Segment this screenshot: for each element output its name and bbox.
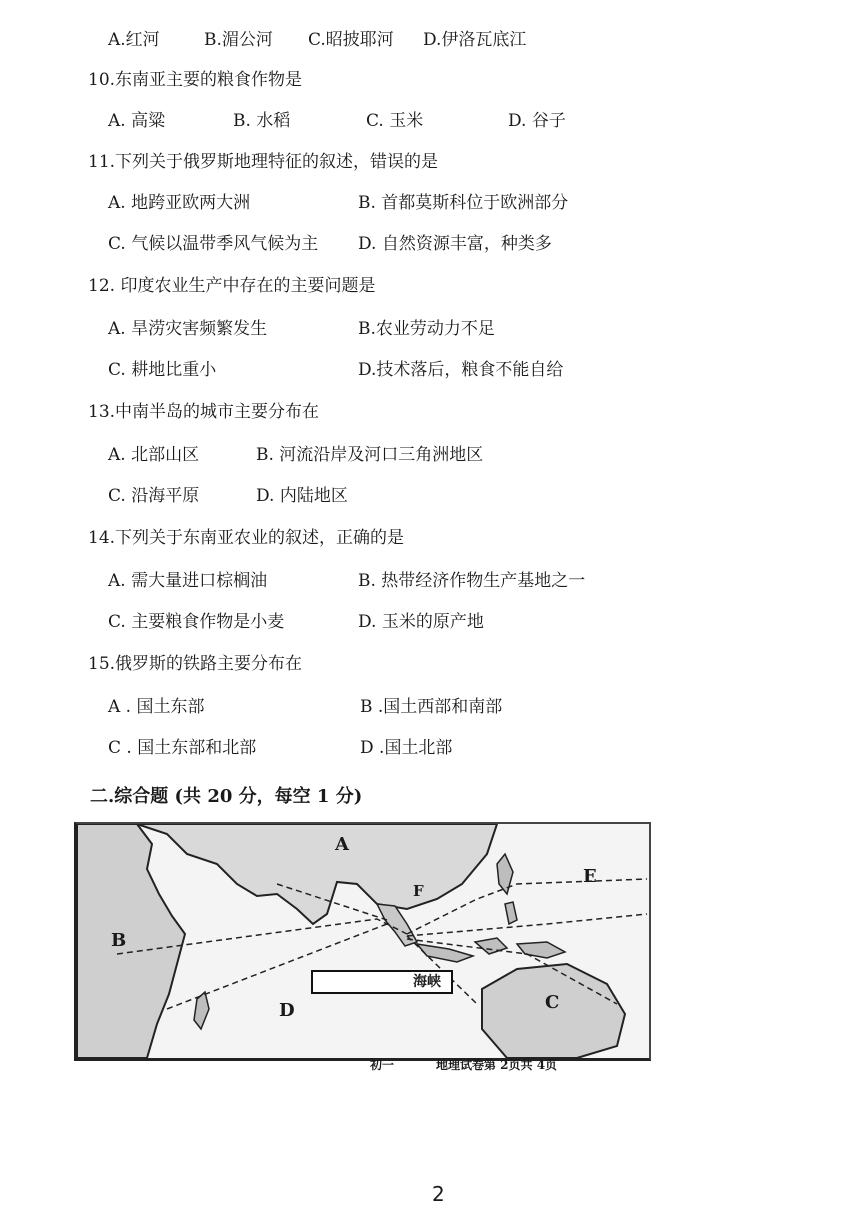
q15-option-d: D .国土北部 [360,738,453,758]
q13-stem: 13.中南半岛的城市主要分布在 [88,402,320,422]
q10-option-c: C. 玉米 [366,111,424,131]
map-label-a: A [335,834,349,855]
footer-page-info: 地理试卷第 2页共 4页 [436,1058,558,1072]
borneo-island [475,938,507,954]
q10-option-a: A. 高粱 [108,111,166,131]
q9-option-d: D.伊洛瓦底江 [423,30,527,50]
q13-option-b: B. 河流沿岸及河口三角洲地区 [256,445,484,465]
q10-option-b: B. 水稻 [233,111,291,131]
q14-stem: 14.下列关于东南亚农业的叙述，正确的是 [88,528,405,548]
q15-option-a: A . 国土东部 [108,697,205,717]
africa-landmass [77,824,185,1058]
southeast-asia-map [74,822,651,1061]
page-number: 2 [432,1182,445,1206]
q15-option-c: C . 国土东部和北部 [108,738,257,758]
q13-option-c: C. 沿海平原 [108,486,200,506]
q11-stem: 11.下列关于俄罗斯地理特征的叙述，错误的是 [88,152,439,172]
q15-stem: 15.俄罗斯的铁路主要分布在 [88,654,303,674]
strait-box-label: 海峡 [413,974,441,990]
q14-option-a: A. 需大量进口棕榈油 [108,571,268,591]
q11-option-a: A. 地跨亚欧两大洲 [108,193,251,213]
japan-islands [497,854,513,894]
q9-option-a: A.红河 [108,30,160,50]
q9-option-b: B.湄公河 [204,30,273,50]
q11-option-c: C. 气候以温带季风气候为主 [108,234,319,254]
q14-option-b: B. 热带经济作物生产基地之一 [358,571,586,591]
q12-option-c: C. 耕地比重小 [108,360,217,380]
eurasia-landmass [137,824,497,924]
q13-option-a: A. 北部山区 [108,445,200,465]
philippine-islands [505,902,517,924]
section-2-title: 二.综合题 (共 20 分，每空 1 分) [90,786,363,807]
q15-option-b: B .国土西部和南部 [360,697,503,717]
new-guinea-island [517,942,565,958]
map-label-c: C [545,992,560,1013]
map-drawing [77,824,649,1058]
q12-stem: 12. 印度农业生产中存在的主要问题是 [88,276,376,296]
q9-option-c: C.昭披耶河 [308,30,394,50]
q10-stem: 10.东南亚主要的粮食作物是 [88,70,303,90]
q12-option-b: B.农业劳动力不足 [358,319,495,339]
strait-answer-box [311,970,453,994]
q13-option-d: D. 内陆地区 [256,486,348,506]
map-label-b: B [111,930,127,951]
footer-grade: 初一 [370,1058,395,1072]
q11-option-d: D. 自然资源丰富，种类多 [358,234,552,254]
q14-option-c: C. 主要粮食作物是小麦 [108,612,285,632]
q12-option-d: D.技术落后，粮食不能自给 [358,360,564,380]
map-label-d: D [279,1000,295,1021]
q14-option-d: D. 玉米的原产地 [358,612,484,632]
q12-option-a: A. 旱涝灾害频繁发生 [108,319,268,339]
q11-option-b: B. 首都莫斯科位于欧洲部分 [358,193,569,213]
map-label-f: F [413,882,424,900]
map-label-e: E [583,866,597,887]
q10-option-d: D. 谷子 [508,111,566,131]
